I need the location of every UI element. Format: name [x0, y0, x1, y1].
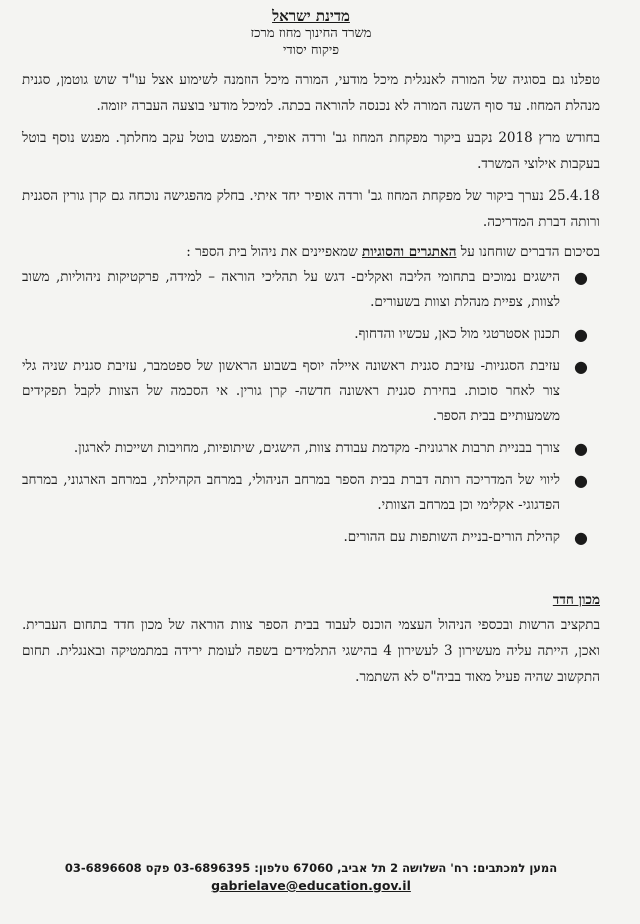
summary-after: שמאפיינים את ניהול בית הספר :: [186, 244, 362, 260]
summary-highlight: האתגרים והסוגיות: [362, 244, 457, 260]
bullet-icon: ●: [574, 528, 588, 547]
paragraph-machon: בתקציב הרשות ובכספי הניהול העצמי הוכנס לעבוד בבית הספר צוות הוראה של מכון חדד בתחום העברית. ואכן, הייתה עליה מעשירון 3 לעשירון 4 בהישגי התלמידים בשפה לעומת ירידה במתמטיקה ובאנגלית. תחום התקשוב שהיה פעיל מאוד בביה"ס לא השתמר.: [22, 617, 601, 685]
section-title-machon: מכון חדד: [552, 592, 600, 608]
paragraph-march-visit: בחודש מרץ 2018 נקבע ביקור מפקחת המחוז גב' ורדה אופיר, המפגש בוטל עקב מחלתך. מפגש נוסף בוטל בעקבות אילוצי המשרד.: [22, 130, 600, 172]
footer-email: gabrielave@education.gov.il: [211, 878, 411, 893]
paragraph-teacher-issue: טפלנו גם בסוגיה של המורה לאנגלית מיכל מודעי, המורה מיכל הוזמנה לשימוע אצל עו"ד שוש גוטמן, סגנית מנהלת המחוז. עד סוף השנה המורה לא נכנסה להוראה בכתה. למיכל מודעי בוצעה העברה יזומה.: [22, 72, 600, 114]
bullet-icon: ●: [574, 357, 588, 376]
state-name: מדינת ישראל: [272, 7, 350, 25]
list-item: ● קהילת הורים-בניית השותפות עם ההורים.: [22, 525, 560, 550]
summary-before: בסיכום הדברים שוחחנו על: [456, 244, 600, 260]
list-item: ● הישגים נמוכים בתחומי הליבה ואקלים- דגש על תהליכי הוראה – למידה, פרקטיקות ניהוליות, משוב לצוות, צפיית מנהלת וצוות בשעורים.: [22, 265, 560, 315]
paragraph-april-visit: 25.4.18 נערך ביקור של מפקחת המחוז גב' ורדה אופיר יחד איתי. בחלק מהפגישה נוכחה גם קרן גורין הסגנית ורותה דברת המדריכה.: [22, 188, 600, 230]
list-item: ● ליווי של המדריכה רותה דברת בבית הספר במרחב הניהולי, במרחב הקהילתי, במרחב הארגוני, במרחב הפדגוגי- אקלימי וכן במרחב הצוותי.: [22, 468, 560, 518]
letterhead: [22, 8, 600, 59]
ministry-name: משרד החינוך מחוז מרכז: [250, 26, 372, 41]
bullet-icon: ●: [574, 325, 588, 344]
bullet-icon: ●: [574, 471, 588, 490]
list-item: ● עזיבת הסגניות- עזיבת סגנית ראשונה איילה יוסף בשבוע הראשון של ספטמבר, עזיבת סגנית שניה גלי צור לאחר סוכות. בחירת סגנית ראשונה חדשה- קרן גורין. אי הסכמה של הצוות לקבל תפקידים משמעותיים בבית הספר.: [22, 354, 560, 429]
list-item: ● צורך בבניית תרבות ארגונית- מקדמת עבודת צוות, הישגים, שיתופיות, מחויבות ושייכות לארגון.: [22, 436, 560, 461]
letter-footer: [22, 860, 600, 895]
challenges-list: [22, 265, 600, 550]
list-item: ● תכנון אסטרטגי מול כאן, עכשיו והדחוף.: [22, 322, 560, 347]
footer-address: המען למכתבים: רח' השלושה 2 תל אביב, 67060 טלפון: 03-6896395 פקס 03-6896608: [64, 861, 558, 875]
bullet-icon: ●: [574, 439, 588, 458]
summary-intro: [22, 241, 600, 263]
bullet-icon: ●: [574, 268, 588, 287]
department-name: פיקוח יסודי: [282, 43, 340, 58]
